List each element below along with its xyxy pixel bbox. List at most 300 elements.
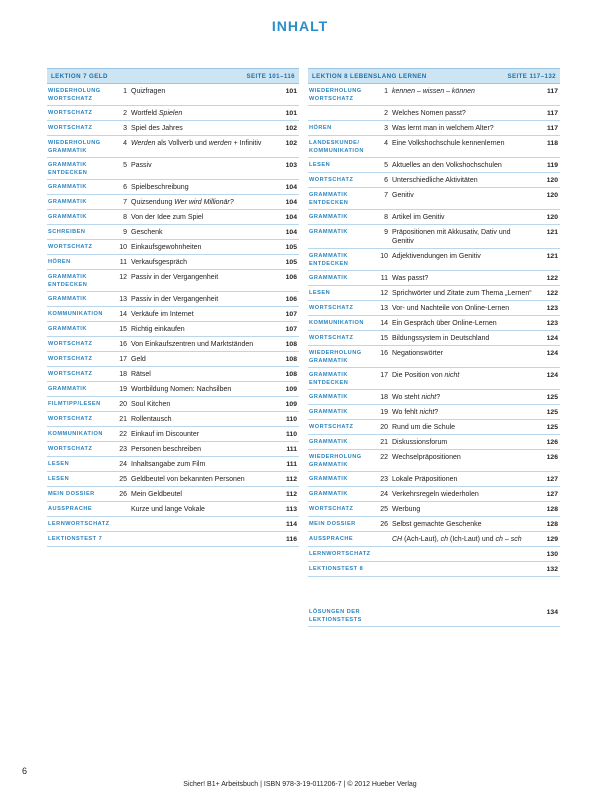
toc-row — [308, 188, 560, 210]
toc-exercise-number: 7 — [123, 199, 127, 206]
toc-category: GRAMMATIK — [48, 386, 87, 392]
toc-row — [47, 532, 299, 547]
toc-exercise-number: 15 — [119, 326, 127, 333]
toc-page-number: 125 — [546, 424, 558, 431]
lesson-title: LEKTION 8 LEBENSLANG LERNEN — [312, 72, 427, 80]
toc-row — [47, 337, 299, 352]
toc-topic-segment: Wechselpräpositionen — [392, 454, 461, 461]
toc-exercise-number: 13 — [119, 296, 127, 303]
toc-row — [308, 271, 560, 286]
toc-topic — [392, 475, 532, 484]
toc-topic — [131, 325, 271, 334]
toc-exercise-number: 8 — [384, 214, 388, 221]
toc-exercise-number: 25 — [119, 476, 127, 483]
toc-topic-segment: Wo fehlt — [392, 409, 420, 416]
toc-exercise-number: 23 — [119, 446, 127, 453]
toc-category: AUSSPRACHE — [309, 536, 354, 542]
toc-category: WORTSCHATZ — [48, 341, 93, 347]
toc-exercise-number: 12 — [380, 290, 388, 297]
toc-page-number: 104 — [285, 229, 297, 236]
toc-category: LEKTIONSTEST 8 — [309, 566, 364, 572]
toc-topic — [131, 340, 271, 349]
toc-exercise-number: 2 — [384, 110, 388, 117]
toc-page-number: 111 — [286, 461, 297, 468]
lesson-header — [47, 68, 299, 84]
toc-row — [308, 517, 560, 532]
toc-page-number: 105 — [285, 244, 297, 251]
toc-topic — [131, 161, 271, 170]
toc-topic-segment: ? — [436, 394, 441, 401]
lesson-page-range: SEITE 117–132 — [507, 72, 556, 80]
toc-row — [47, 457, 299, 472]
toc-topic-segment: Wo steht — [392, 394, 422, 401]
toc-topic — [131, 213, 271, 222]
toc-exercise-number: 20 — [380, 424, 388, 431]
toc-exercise-number: 24 — [119, 461, 127, 468]
toc-topic — [392, 371, 532, 380]
toc-category: WORTSCHATZ — [309, 424, 354, 430]
toc-topic-segment: Soul Kitchen — [131, 401, 171, 408]
toc-page-number: 123 — [546, 305, 558, 312]
toc-exercise-number: 26 — [119, 491, 127, 498]
toc-row — [308, 316, 560, 331]
toc-topic — [131, 109, 271, 118]
toc-page-number: 114 — [286, 521, 297, 528]
toc-topic — [131, 415, 271, 424]
toc-exercise-number: 9 — [384, 229, 388, 236]
toc-topic-segment: Werden — [131, 140, 156, 147]
toc-row — [308, 210, 560, 225]
toc-topic-segment: Unterschiedliche Aktivitäten — [392, 177, 478, 184]
toc-page-number: 117 — [547, 88, 558, 95]
toc-row — [47, 472, 299, 487]
toc-topic-segment: – — [502, 536, 511, 543]
toc-page-number: 124 — [546, 335, 558, 342]
toc-topic — [392, 423, 532, 432]
toc-category: WORTSCHATZ — [48, 416, 93, 422]
toc-topic-segment: Diskussionsforum — [392, 439, 448, 446]
toc-topic — [392, 490, 532, 499]
toc-category: WORTSCHATZ — [309, 335, 354, 341]
toc-topic — [392, 252, 532, 261]
toc-page-number: 109 — [285, 401, 297, 408]
toc-topic — [392, 535, 532, 544]
toc-row — [47, 255, 299, 270]
toc-topic-segment: Wortfeld — [131, 110, 159, 117]
toc-row — [308, 368, 560, 390]
toc-exercise-number: 26 — [380, 521, 388, 528]
toc-topic-segment: Geld — [131, 356, 146, 363]
toc-rows — [47, 84, 299, 547]
toc-page-number: 118 — [547, 140, 558, 147]
toc-rows — [308, 84, 560, 627]
toc-topic-segment: Geschenk — [131, 229, 163, 236]
toc-page-number: 116 — [286, 536, 297, 543]
toc-page-number: 119 — [547, 162, 558, 169]
toc-exercise-number: 16 — [380, 350, 388, 357]
toc-page-number: 127 — [546, 476, 558, 483]
toc-category: GRAMMATIK — [48, 199, 87, 205]
toc-topic-segment: CH — [392, 536, 403, 543]
toc-row — [47, 180, 299, 195]
toc-topic — [392, 520, 532, 529]
lesson-title: LEKTION 7 GELD — [51, 72, 108, 80]
toc-topic-segment: Was passt? — [392, 275, 429, 282]
toc-page-number: 122 — [546, 275, 558, 282]
toc-topic — [392, 408, 532, 417]
toc-category: WORTSCHATZ — [48, 110, 93, 116]
toc-row — [47, 106, 299, 121]
toc-page-number: 103 — [285, 162, 297, 169]
toc-exercise-number: 11 — [380, 275, 388, 282]
toc-category: GRAMMATIK — [48, 184, 87, 190]
toc-category: GRAMMATIK — [309, 476, 348, 482]
toc-page-number: 106 — [285, 296, 297, 303]
toc-category: KOMMUNIKATION — [309, 320, 364, 326]
toc-topic-segment: Werbung — [392, 506, 421, 513]
toc-topic-segment: Sprichwörter und Zitate zum Thema „Lernen“ — [392, 290, 532, 297]
toc-row — [308, 121, 560, 136]
toc-page-number: 113 — [286, 506, 297, 513]
toc-page-number: 104 — [285, 214, 297, 221]
toc-topic — [392, 349, 532, 358]
toc-exercise-number: 9 — [123, 229, 127, 236]
lesson-header — [308, 68, 560, 84]
toc-topic — [131, 505, 271, 514]
toc-category: GRAMMATIK — [309, 214, 348, 220]
toc-topic-segment: Spielen — [158, 110, 183, 117]
toc-exercise-number: 22 — [119, 431, 127, 438]
toc-topic-segment: Die Position von — [392, 372, 445, 379]
toc-topic-segment: Genitiv — [392, 192, 414, 199]
toc-exercise-number: 15 — [380, 335, 388, 342]
toc-topic-segment: nicht — [444, 372, 460, 379]
toc-topic-segment: nicht — [421, 394, 437, 401]
toc-page-number: 117 — [547, 110, 558, 117]
toc-row — [47, 397, 299, 412]
toc-topic — [392, 289, 532, 298]
toc-row — [47, 382, 299, 397]
toc-category: FILMTIPP/LESEN — [48, 401, 101, 407]
toc-page-number: 101 — [285, 110, 297, 117]
toc-topic — [392, 191, 532, 200]
toc-topic — [131, 385, 271, 394]
toc-topic-segment: Rund um die Schule — [392, 424, 456, 431]
toc-category: LEKTIONSTEST 7 — [48, 536, 103, 542]
toc-page-number: 108 — [285, 356, 297, 363]
toc-exercise-number: 19 — [380, 409, 388, 416]
toc-category: GRAMMATIK — [48, 296, 87, 302]
toc-exercise-number: 18 — [119, 371, 127, 378]
toc-page-number: 107 — [285, 311, 297, 318]
toc-topic-segment: Adjektivendungen im Genitiv — [392, 253, 481, 260]
toc-topic-segment: Geldbeutel von bekannten Personen — [131, 476, 245, 483]
toc-topic-segment: Einkauf im Discounter — [131, 431, 200, 438]
toc-topic — [131, 430, 271, 439]
toc-topic-segment: Was lernt man in welchem Alter? — [392, 125, 494, 132]
toc-row — [308, 547, 560, 562]
toc-topic — [131, 198, 271, 207]
toc-category: GRAMMATIK ENTDECKEN — [48, 274, 88, 288]
toc-row — [47, 136, 299, 158]
toc-row — [308, 136, 560, 158]
toc-category: GRAMMATIK ENTDECKEN — [48, 162, 88, 176]
toc-row — [47, 517, 299, 532]
toc-category: LESEN — [309, 162, 331, 168]
toc-row — [308, 502, 560, 517]
toc-row — [47, 225, 299, 240]
toc-page-number: 101 — [285, 88, 297, 95]
toc-topic-segment: Von Einkaufszentren und Marktständen — [131, 341, 254, 348]
toc-exercise-number: 5 — [384, 162, 388, 169]
toc-topic-segment: werden — [208, 140, 232, 147]
toc-category: WIEDERHOLUNG GRAMMATIK — [48, 140, 101, 154]
toc-topic-segment: Aktuelles an den Volkshochschulen — [392, 162, 502, 169]
toc-page-number: 110 — [286, 416, 297, 423]
toc-category: LÖSUNGEN DER LEKTIONSTESTS — [309, 609, 362, 623]
toc-category: LESEN — [309, 290, 331, 296]
toc-row — [308, 301, 560, 316]
toc-topic — [392, 161, 532, 170]
toc-page-number: 117 — [547, 125, 558, 132]
toc-category: MEIN DOSSIER — [309, 521, 356, 527]
toc-topic-segment: ch — [440, 536, 449, 543]
toc-category: WORTSCHATZ — [309, 177, 354, 183]
toc-topic — [392, 393, 532, 402]
toc-page-number: 120 — [546, 177, 558, 184]
toc-page-number: 122 — [546, 290, 558, 297]
toc-topic-segment: Kurze und lange Vokale — [131, 506, 205, 513]
toc-topic-segment: Von der Idee zum Spiel — [131, 214, 204, 221]
toc-exercise-number: 10 — [119, 244, 127, 251]
toc-topic — [392, 124, 532, 133]
toc-topic-segment: Inhaltsangabe zum Film — [131, 461, 206, 468]
toc-topic — [392, 304, 532, 313]
toc-page-number: 112 — [286, 476, 297, 483]
toc-topic — [392, 228, 532, 246]
toc-exercise-number: 17 — [119, 356, 127, 363]
toc-topic-segment: Passiv in der Vergangenheit — [131, 274, 219, 281]
toc-row — [308, 158, 560, 173]
toc-category: GRAMMATIK — [309, 439, 348, 445]
toc-topic — [392, 87, 532, 96]
toc-topic — [131, 370, 271, 379]
toc-row — [47, 412, 299, 427]
footer-imprint: Sicher! B1+ Arbeitsbuch | ISBN 978-3-19-011206-7 | © 2012 Hueber Verlag — [183, 781, 417, 788]
toc-topic — [392, 453, 532, 462]
toc-row — [308, 331, 560, 346]
toc-page-number: 125 — [546, 394, 558, 401]
toc-page-number: 105 — [285, 259, 297, 266]
toc-exercise-number: 23 — [380, 476, 388, 483]
toc-exercise-number: 4 — [384, 140, 388, 147]
toc-category: WORTSCHATZ — [48, 244, 93, 250]
toc-row — [47, 292, 299, 307]
toc-topic-segment: Passiv — [131, 162, 152, 169]
toc-exercise-number: 5 — [123, 162, 127, 169]
toc-row — [308, 346, 560, 368]
toc-row — [308, 286, 560, 301]
toc-topic — [131, 400, 271, 409]
toc-row — [47, 240, 299, 255]
toc-row — [47, 195, 299, 210]
toc-category: LESEN — [48, 461, 70, 467]
toc-exercise-number: 7 — [384, 192, 388, 199]
toc-exercise-number: 19 — [119, 386, 127, 393]
toc-column-lektion-8 — [308, 68, 560, 627]
toc-topic-segment: Einkaufsgewohnheiten — [131, 244, 202, 251]
toc-topic — [392, 139, 532, 148]
toc-topic-segment: Quizfragen — [131, 88, 166, 95]
toc-topic — [131, 475, 271, 484]
toc-topic — [131, 139, 271, 148]
toc-page-number: 121 — [546, 253, 558, 260]
toc-topic-segment: Welches Nomen passt? — [392, 110, 466, 117]
toc-topic — [392, 109, 532, 118]
toc-category: GRAMMATIK — [309, 275, 348, 281]
toc-exercise-number: 25 — [380, 506, 388, 513]
toc-topic — [392, 213, 532, 222]
toc-topic — [131, 490, 271, 499]
toc-page-number: 128 — [546, 521, 558, 528]
toc-exercise-number: 21 — [380, 439, 388, 446]
toc-exercise-number: 4 — [123, 140, 127, 147]
toc-topic-segment: als Vollverb und — [155, 140, 209, 147]
toc-category: LANDESKUNDE/ KOMMUNIKATION — [309, 140, 364, 154]
toc-row — [308, 225, 560, 249]
toc-topic — [131, 310, 271, 319]
toc-row — [47, 121, 299, 136]
toc-page-number: 125 — [546, 409, 558, 416]
toc-row — [308, 472, 560, 487]
toc-page-number: 110 — [286, 431, 297, 438]
toc-topic-segment: Wer wird Millionär? — [174, 199, 234, 206]
toc-topic — [392, 334, 532, 343]
toc-row — [308, 390, 560, 405]
toc-category: GRAMMATIK ENTDECKEN — [309, 372, 349, 386]
toc-exercise-number: 11 — [119, 259, 127, 266]
toc-category: WORTSCHATZ — [48, 371, 93, 377]
toc-exercise-number: 16 — [119, 341, 127, 348]
toc-topic-segment: Rollentausch — [131, 416, 172, 423]
toc-row — [308, 487, 560, 502]
toc-topic-segment: Selbst gemachte Geschenke — [392, 521, 482, 528]
toc-topic — [131, 273, 271, 282]
toc-topic-segment: Richtig einkaufen — [131, 326, 185, 333]
toc-category: WORTSCHATZ — [48, 356, 93, 362]
toc-page-number: 124 — [546, 372, 558, 379]
toc-category: SCHREIBEN — [48, 229, 86, 235]
toc-exercise-number: 10 — [380, 253, 388, 260]
toc-page-number: 106 — [285, 274, 297, 281]
toc-category: HÖREN — [309, 125, 332, 131]
spacer — [308, 577, 560, 605]
toc-category: LERNWORTSCHATZ — [309, 551, 371, 557]
toc-page-number: 126 — [546, 454, 558, 461]
toc-column-lektion-7 — [47, 68, 299, 547]
toc-page-number: 120 — [546, 192, 558, 199]
toc-topic — [131, 243, 271, 252]
toc-category: GRAMMATIK ENTDECKEN — [309, 192, 349, 206]
toc-row — [308, 249, 560, 271]
toc-category: WORTSCHATZ — [309, 305, 354, 311]
toc-topic-segment: Mein Geldbeutel — [131, 491, 182, 498]
toc-exercise-number: 21 — [119, 416, 127, 423]
toc-category: KOMMUNIKATION — [48, 431, 103, 437]
toc-row — [308, 605, 560, 627]
toc-topic — [131, 228, 271, 237]
toc-row — [47, 210, 299, 225]
toc-page-number: 130 — [546, 551, 558, 558]
toc-topic-segment: Personen beschreiben — [131, 446, 202, 453]
toc-row — [308, 450, 560, 472]
toc-category: GRAMMATIK — [309, 229, 348, 235]
toc-page-number: 102 — [285, 140, 297, 147]
toc-exercise-number: 2 — [123, 110, 127, 117]
lesson-page-range: SEITE 101–116 — [246, 72, 295, 80]
toc-page-number: 108 — [285, 371, 297, 378]
toc-exercise-number: 6 — [123, 184, 127, 191]
toc-row — [308, 173, 560, 188]
toc-topic-segment: Bildungssystem in Deutschland — [392, 335, 490, 342]
toc-topic — [131, 355, 271, 364]
toc-category: GRAMMATIK ENTDECKEN — [309, 253, 349, 267]
toc-topic — [131, 460, 271, 469]
toc-page-number: 109 — [285, 386, 297, 393]
toc-page-number: 107 — [285, 326, 297, 333]
toc-exercise-number: 6 — [384, 177, 388, 184]
toc-exercise-number: 24 — [380, 491, 388, 498]
toc-category: WIEDERHOLUNG WORTSCHATZ — [48, 88, 101, 102]
toc-topic-segment: + Infinitiv — [231, 140, 262, 147]
toc-topic-segment: (Ach-Laut), — [402, 536, 441, 543]
toc-row — [47, 270, 299, 292]
toc-topic — [131, 295, 271, 304]
toc-exercise-number: 8 — [123, 214, 127, 221]
toc-page-number: 102 — [285, 125, 297, 132]
toc-topic — [131, 258, 271, 267]
toc-row — [308, 435, 560, 450]
toc-topic-segment: Rätsel — [131, 371, 151, 378]
toc-page-number: 112 — [286, 491, 297, 498]
toc-topic-segment: Artikel im Genitiv — [392, 214, 445, 221]
toc-topic-segment: sch — [510, 536, 522, 543]
toc-topic-segment: Vor- und Nachteile von Online-Lernen — [392, 305, 510, 312]
toc-topic-segment: Präpositionen mit Akkusativ, Dativ und Genitiv — [392, 229, 511, 245]
toc-topic-segment: nicht — [419, 409, 435, 416]
toc-page-number: 132 — [546, 566, 558, 573]
toc-exercise-number: 18 — [380, 394, 388, 401]
toc-page-number: 129 — [546, 536, 558, 543]
toc-topic-segment: Verkehrsregeln wiederholen — [392, 491, 479, 498]
toc-topic — [131, 87, 271, 96]
toc-topic-segment: Quizsendung — [131, 199, 175, 206]
toc-row — [47, 84, 299, 106]
toc-exercise-number: 1 — [123, 88, 127, 95]
toc-topic-segment: ch — [495, 536, 503, 543]
toc-topic-segment: Verkäufe im Internet — [131, 311, 194, 318]
toc-exercise-number: 3 — [384, 125, 388, 132]
toc-page-number: 108 — [285, 341, 297, 348]
toc-category: LESEN — [48, 476, 70, 482]
toc-topic-segment: Passiv in der Vergangenheit — [131, 296, 219, 303]
toc-topic-segment: (Ich-Laut) und — [448, 536, 496, 543]
toc-category: GRAMMATIK — [309, 394, 348, 400]
toc-page-number: 127 — [546, 491, 558, 498]
toc-category: WIEDERHOLUNG WORTSCHATZ — [309, 88, 362, 102]
toc-category: GRAMMATIK — [48, 214, 87, 220]
toc-page-number: 124 — [546, 350, 558, 357]
